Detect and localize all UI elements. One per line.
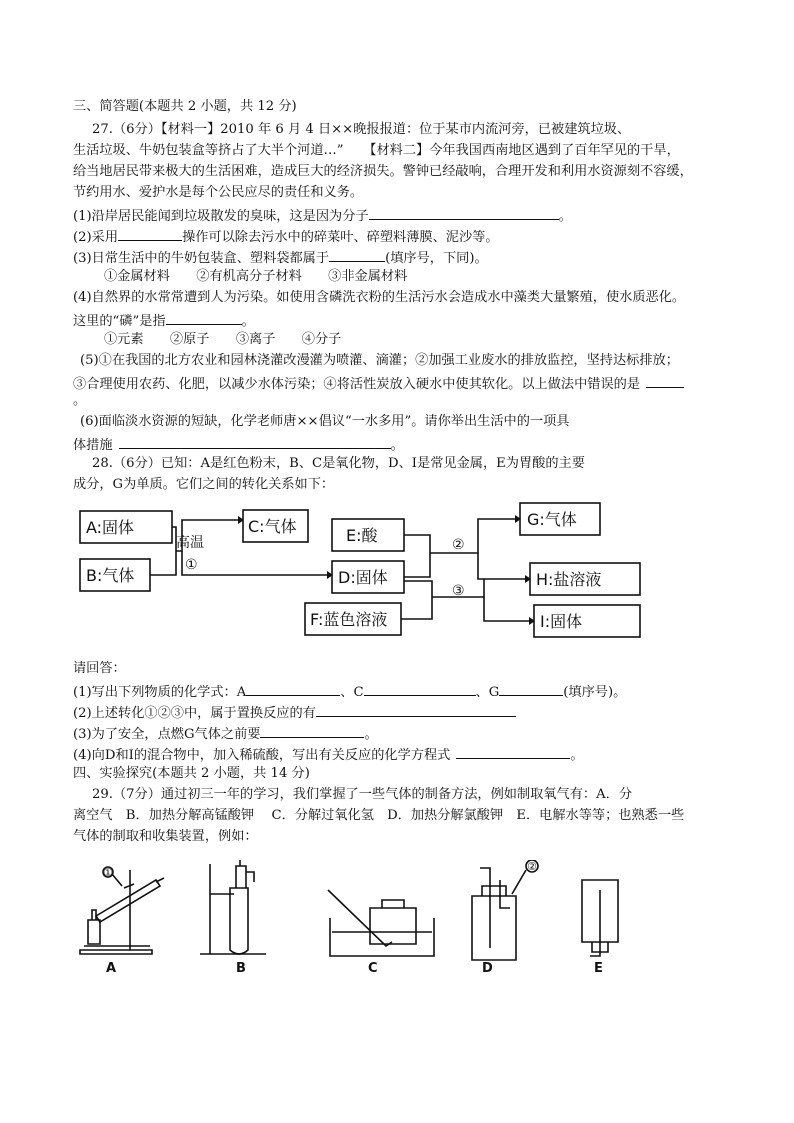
- q27-part5-line1: (5)①在我国的北方农业和园林浇灌改漫灌为喷灌、滴灌；②加强工业废水的排放监控，坚持达标排放；: [80, 353, 679, 368]
- q27-part5-blank[interactable]: [646, 373, 684, 388]
- reaction-diagram: [70, 497, 650, 649]
- q28-part3-text: (3)为了安全，点燃G气体之前要: [73, 727, 261, 742]
- q27-part4-line1: (4)自然界的水常常遭到人为污染。如使用含磷洗衣粉的生活污水会造成水中藻类大量繁殖，使水质恶化。: [73, 290, 686, 305]
- q27-part2-blank[interactable]: [118, 226, 182, 241]
- label-g: G:气体: [527, 510, 577, 529]
- q27-part4-end: 。: [241, 314, 255, 329]
- q27-line1: 27.（6分）【材料一】2010 年 6 月 4 日××晚报报道：位于某市内流河旁，已被建筑垃圾、: [92, 122, 631, 137]
- label-apparatus-a: A: [106, 961, 117, 976]
- apparatus-b: [200, 860, 266, 954]
- q27-part1-end: 。: [558, 209, 572, 224]
- q27-line2: 生活垃圾、牛奶包装盒等挤占了大半个河道…” 【材料二】今年我国西南地区遇到了百年罕见的干旱，: [73, 143, 680, 158]
- q28-ask: 请回答：: [73, 661, 126, 676]
- q27-line3: 给当地居民带来极大的生活困难，造成巨大的经济损失。警钟已经敲响，合理开发和利用水资源刻不容缓，: [73, 164, 693, 179]
- label-apparatus-e: E: [594, 961, 603, 976]
- q28-part1-text-d: (填序号)。: [563, 685, 627, 700]
- q28-part4-end: 。: [570, 748, 584, 763]
- q27-part3-blank[interactable]: [329, 247, 385, 262]
- merge-ed: [404, 535, 430, 577]
- q27-part2-text-a: (2)采用: [73, 230, 119, 245]
- q27-part6-line2: [73, 434, 733, 455]
- label-f: F:蓝色溶液: [310, 610, 388, 629]
- label-d: D:固体: [338, 568, 388, 587]
- q27-part4-blank[interactable]: [166, 310, 242, 325]
- apparatus-a: [80, 867, 164, 954]
- section4-heading: 四、实验探究(本题共 2 小题，共 14 分): [73, 766, 310, 781]
- label-apparatus-b: B: [236, 961, 246, 976]
- q28-part4: [73, 744, 733, 765]
- arrow-to-h-2: [478, 553, 525, 579]
- q28-part1-text-a: (1)写出下列物质的化学式：A: [73, 685, 247, 700]
- label-r3: ③: [452, 583, 465, 599]
- q28-line1: 28.（6分）已知：A是红色粉末，B、C是氧化物，D、I是常见金属，E为胃酸的主要: [92, 456, 585, 471]
- q28-part2: [73, 702, 733, 723]
- q28-part1-blank-a[interactable]: [246, 681, 340, 696]
- q27-part5-text: ③合理使用农药、化肥，以减少水体污染；④将活性炭放入硬水中使其软化。以上做法中错误的是: [73, 377, 641, 392]
- q27-part6-text: 体措施: [73, 438, 113, 453]
- label-mark-1: ①: [103, 866, 113, 879]
- merge-df: [401, 581, 432, 619]
- label-i: I:固体: [540, 612, 583, 631]
- q28-part1-blank-c[interactable]: [364, 681, 476, 696]
- q27-part4-text: 这里的“磷”是指: [73, 314, 166, 329]
- label-r1: ①: [185, 557, 198, 573]
- q27-part1-text: (1)沿岸居民能闻到垃圾散发的臭味，这是因为分子: [73, 209, 369, 224]
- arrow-to-g: [430, 519, 515, 553]
- q27-line4: 节约用水、爱护水是每个公民应尽的责任和义务。: [73, 185, 364, 200]
- q27-part4-line2: [73, 310, 733, 331]
- label-e: E:酸: [346, 526, 378, 545]
- q28-part2-blank[interactable]: [316, 702, 516, 717]
- label-c: C:气体: [248, 517, 297, 536]
- section3-heading: 三、简答题(本题共 2 小题，共 12 分): [73, 99, 297, 114]
- arrow-to-i: [484, 597, 529, 621]
- q27-part6-line1: (6)面临淡水资源的短缺，化学老师唐××倡议“一水多用”。请你举出生活中的一项具: [80, 414, 570, 429]
- label-apparatus-d: D: [482, 961, 493, 976]
- q27-part3-options: ①金属材料 ②有机高分子材料 ③非金属材料: [104, 269, 408, 284]
- apparatus-svg: [70, 860, 630, 978]
- label-a: A:固体: [86, 518, 135, 537]
- q27-part2-text-b: 操作可以除去污水中的碎菜叶、碎塑料薄膜、泥沙等。: [182, 230, 499, 245]
- q27-part3: [73, 247, 733, 268]
- q28-part3-blank[interactable]: [260, 723, 364, 738]
- q28-part4-blank[interactable]: [456, 744, 570, 759]
- q29-line2: 离空气 B．加热分解高锰酸钾 C．分解过氧化氢 D．加热分解氯酸钾 E．电解水等等；也熟悉一些: [73, 808, 685, 823]
- label-b: B:气体: [86, 566, 135, 585]
- reaction-diagram-svg: [70, 497, 650, 645]
- q27-part6-blank[interactable]: [119, 434, 391, 449]
- q27-part2: [73, 226, 733, 247]
- label-r2: ②: [452, 537, 465, 553]
- q29-line3: 气体的制取和收集装置，例如：: [73, 829, 258, 844]
- q27-part5-end: 。: [73, 393, 87, 408]
- q28-part1-blank-g[interactable]: [499, 681, 563, 696]
- q28-line2: 成分，G为单质。它们之间的转化关系如下：: [73, 477, 335, 492]
- q27-part1-blank[interactable]: [369, 205, 559, 220]
- apparatus-figure: [70, 860, 630, 982]
- q27-part5-line2: [73, 373, 733, 394]
- q28-part1-text-b: 、C: [340, 685, 364, 700]
- q28-part3-end: 。: [364, 727, 378, 742]
- q27-part3-text-a: (3)日常生活中的牛奶包装盒、塑料袋都属于: [73, 251, 330, 266]
- label-h: H:盐溶液: [536, 570, 602, 589]
- q27-part3-text-b: (填序号，下同)。: [385, 251, 488, 266]
- q29-line1: 29.（7分）通过初三一年的学习，我们掌握了一些气体的制备方法，例如制取氧气有：A．分: [92, 787, 633, 802]
- apparatus-c: [328, 890, 434, 956]
- label-apparatus-c: C: [368, 961, 378, 976]
- label-condition: 高温: [176, 535, 204, 551]
- q27-part4-options: ①元素 ②原子 ③离子 ④分子: [104, 332, 342, 347]
- q27-part6-end: 。: [390, 438, 404, 453]
- arrow-to-d: [182, 551, 327, 575]
- q28-part4-text: (4)向D和I的混合物中，加入稀硫酸，写出有关反应的化学方程式: [73, 748, 451, 763]
- q27-part1: [73, 205, 733, 226]
- q28-part1: [73, 681, 733, 702]
- label-mark-2: ②: [527, 860, 537, 873]
- q28-part3: [73, 723, 733, 744]
- q28-part1-text-c: 、G: [475, 685, 500, 700]
- q28-part2-text: (2)上述转化①②③中，属于置换反应的有: [73, 706, 316, 721]
- apparatus-d: [472, 860, 538, 960]
- apparatus-e: [582, 880, 618, 956]
